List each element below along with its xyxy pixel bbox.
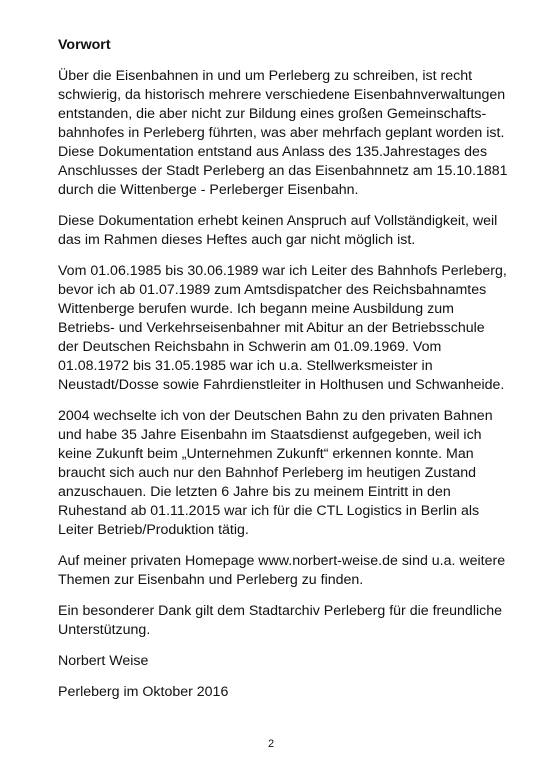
page-number: 2 <box>267 738 275 750</box>
text-line: bevor ich ab 01.07.1989 zum Amtsdispatcher des Reichsbahnamtes <box>58 282 487 298</box>
paragraph-private-railways <box>58 407 506 540</box>
text-line: 01.08.1972 bis 31.05.1985 war ich u.a. Stellwerksmeister in <box>58 358 433 374</box>
text-line: Unterstützung. <box>58 622 151 638</box>
paragraph-completeness <box>58 212 506 250</box>
page-content <box>58 36 506 714</box>
text-line: Perleberg im Oktober 2016 <box>58 684 229 700</box>
text-line: Vom 01.06.1985 bis 30.06.1989 war ich Leiter des Bahnhofs Perleberg, <box>58 263 507 279</box>
text-line: Diese Dokumentation entstand aus Anlass des 135.Jahrestages des <box>58 144 488 160</box>
text-line: der Deutschen Reichsbahn in Schwerin am 01.09.1969. Vom <box>58 339 442 355</box>
text-line: entstanden, die aber nicht zur Bildung eines großen Gemeinschafts- <box>58 106 487 122</box>
section-heading: Vorwort <box>58 37 111 53</box>
text-line: und habe 35 Jahre Eisenbahn im Staatsdienst aufgegeben, weil ich <box>58 427 482 443</box>
text-line: Über die Eisenbahnen in und um Perleberg zu schreiben, ist recht <box>58 68 473 84</box>
text-line: Auf meiner privaten Homepage www.norbert-weise.de sind u.a. weitere <box>58 553 506 569</box>
text-line: 2004 wechselte ich von der Deutschen Bahn zu den privaten Bahnen <box>58 408 493 424</box>
text-line: Ein besonderer Dank gilt dem Stadtarchiv Perleberg für die freundliche <box>58 603 502 619</box>
author-name <box>58 652 506 671</box>
text-line: schwierig, da historisch mehrere verschiedene Eisenbahnverwaltungen <box>58 87 506 103</box>
text-line: bahnhofes in Perleberg führten, was aber mehrfach geplant worden ist. <box>58 125 505 141</box>
text-line: Wittenberge berufen wurde. Ich begann meine Ausbildung zum <box>58 301 454 317</box>
text-line: keine Zukunft beim „Unternehmen Zukunft“ erkennen konnte. Man <box>58 446 474 462</box>
text-line: Betriebs- und Verkehrseisenbahner mit Abitur an der Betriebsschule <box>58 320 485 336</box>
text-line: Leiter Betrieb/Produktion tätig. <box>58 522 249 538</box>
paragraph-thanks <box>58 602 506 640</box>
text-line: Neustadt/Dosse sowie Fahrdienstleiter in Holthusen und Schwanheide. <box>58 377 505 393</box>
paragraph-homepage <box>58 552 506 590</box>
paragraph-introduction <box>58 67 506 200</box>
text-line: anzuschauen. Die letzten 6 Jahre bis zu meinem Eintritt in den <box>58 484 451 500</box>
text-line: Ruhestand ab 01.11.2015 war ich für die CTL Logistics in Berlin als <box>58 503 480 519</box>
text-line: Diese Dokumentation erhebt keinen Anspruch auf Vollständigkeit, weil <box>58 213 498 229</box>
text-line: Anschlusses der Stadt Perleberg an das Eisenbahnnetz am 15.10.1881 <box>58 163 508 179</box>
text-line: Themen zur Eisenbahn und Perleberg zu finden. <box>58 572 364 588</box>
place-and-date <box>58 683 506 702</box>
text-line: Norbert Weise <box>58 653 149 669</box>
text-line: durch die Wittenberge - Perleberger Eisenbahn. <box>58 182 359 198</box>
text-line: das im Rahmen dieses Heftes auch gar nicht möglich ist. <box>58 232 416 248</box>
paragraph-career <box>58 262 506 395</box>
text-line: braucht sich auch nur den Bahnhof Perleberg im heutigen Zustand <box>58 465 477 481</box>
